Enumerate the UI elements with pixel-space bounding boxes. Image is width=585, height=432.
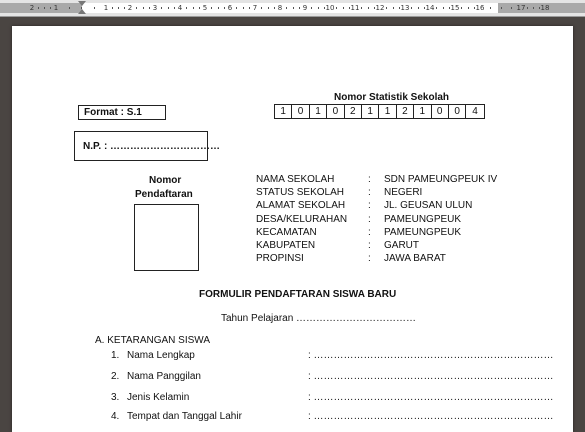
ruler-number: 15 xyxy=(450,4,460,12)
ruler-tick xyxy=(386,7,387,9)
ruler-tick xyxy=(268,7,269,9)
ruler-tick xyxy=(393,7,394,9)
ruler-number: 7 xyxy=(252,4,258,12)
ruler-tick xyxy=(411,7,412,9)
ruler-tick xyxy=(511,7,512,9)
form-title: FORMULIR PENDAFTARAN SISWA BARU xyxy=(199,289,397,300)
ruler-left-margin xyxy=(0,3,82,13)
form-field-label: Tempat dan Tanggal Lahir xyxy=(127,411,242,422)
nss-digit: 1 xyxy=(310,105,327,118)
form-field-number: 3. xyxy=(111,392,120,403)
form-field-fill[interactable]: : ……………………………………………………………… xyxy=(308,371,554,382)
ruler-tick xyxy=(193,7,194,9)
section-a-heading: A. KETARANGAN SISWA xyxy=(95,335,211,346)
ruler-tick xyxy=(218,7,219,9)
school-info-label: DESA/KELURAHAN xyxy=(256,213,348,225)
ruler-tick xyxy=(311,7,312,9)
ruler-number: 5 xyxy=(202,4,208,12)
ruler-tick xyxy=(336,7,337,9)
ruler-number: 1 xyxy=(103,4,109,12)
school-info-value: SDN PAMEUNGPEUK IV xyxy=(384,174,498,185)
ruler-tick xyxy=(211,7,212,9)
school-info-colon: : xyxy=(368,253,371,265)
format-label: Format : S.1 xyxy=(84,107,142,118)
school-info-colon: : xyxy=(368,213,371,225)
np-label: N.P. : …………………………… xyxy=(83,141,221,152)
nss-digit: 0 xyxy=(292,105,309,118)
ruler-number: 14 xyxy=(425,4,435,12)
nss-digit: 2 xyxy=(397,105,414,118)
ruler-tick xyxy=(490,7,491,9)
horizontal-ruler[interactable] xyxy=(0,0,585,17)
nss-digit-boxes xyxy=(274,104,485,119)
ruler-tick xyxy=(143,7,144,9)
ruler-number: 13 xyxy=(400,4,410,12)
school-info-label: NAMA SEKOLAH xyxy=(256,174,335,185)
nss-digit: 0 xyxy=(432,105,449,118)
form-field-number: 2. xyxy=(111,371,120,382)
ruler-number: 2 xyxy=(127,4,133,12)
school-info-value: JAWA BARAT xyxy=(384,253,446,265)
ruler-number: 17 xyxy=(516,4,526,12)
nss-digit: 1 xyxy=(379,105,396,118)
format-box xyxy=(78,105,166,120)
ruler-tick xyxy=(443,7,444,9)
ruler-tick xyxy=(118,7,119,9)
ruler-number: 8 xyxy=(277,4,283,12)
ruler-tick xyxy=(501,7,502,9)
nss-digit: 1 xyxy=(275,105,292,118)
ruler-number: 1 xyxy=(53,4,59,12)
ruler-tick xyxy=(38,7,39,9)
ruler-number: 11 xyxy=(350,4,360,12)
ruler-tick xyxy=(533,7,534,9)
indent-marker-icon[interactable] xyxy=(78,0,86,15)
school-info-label: PROPINSI xyxy=(256,253,304,265)
tahun-pelajaran: Tahun Pelajaran ……………………………… xyxy=(221,313,417,324)
form-field-number: 4. xyxy=(111,411,120,422)
school-info-colon: : xyxy=(368,240,371,251)
ruler-tick xyxy=(286,7,287,9)
ruler-tick xyxy=(136,7,137,9)
document-page[interactable] xyxy=(12,26,573,432)
school-info-label: STATUS SEKOLAH xyxy=(256,187,344,199)
nss-digit: 0 xyxy=(327,105,344,118)
ruler-number: 18 xyxy=(540,4,550,12)
nss-digit: 1 xyxy=(414,105,431,118)
ruler-number: 2 xyxy=(29,4,35,12)
school-info-value: NEGERI xyxy=(384,187,423,199)
school-info-value: GARUT xyxy=(384,240,419,251)
ruler-number: 4 xyxy=(177,4,183,12)
ruler-tick xyxy=(436,7,437,9)
ruler-tick xyxy=(461,7,462,9)
school-info-colon: : xyxy=(368,174,371,185)
form-field-label: Nama Lengkap xyxy=(127,350,195,361)
ruler-tick xyxy=(293,7,294,9)
school-info-value: PAMEUNGPEUK xyxy=(384,213,462,225)
ruler-tick xyxy=(418,7,419,9)
nss-digit: 1 xyxy=(362,105,379,118)
ruler-tick xyxy=(361,7,362,9)
school-info-colon: : xyxy=(368,200,371,212)
ruler-number: 10 xyxy=(325,4,335,12)
ruler-tick xyxy=(94,7,95,9)
nss-digit: 4 xyxy=(472,106,478,117)
nss-digit: 2 xyxy=(345,105,362,118)
ruler-number: 3 xyxy=(152,4,158,12)
form-field-number: 1. xyxy=(111,350,120,361)
nss-title: Nomor Statistik Sekolah xyxy=(334,92,450,103)
pendaftaran-label: Pendaftaran xyxy=(135,189,193,200)
ruler-tick xyxy=(168,7,169,9)
ruler-number: 12 xyxy=(375,4,385,12)
ruler-tick xyxy=(261,7,262,9)
ruler-number: 9 xyxy=(302,4,308,12)
form-field-label: Jenis Kelamin xyxy=(127,392,190,403)
ruler-tick xyxy=(44,7,45,9)
ruler-tick xyxy=(186,7,187,9)
form-field-fill[interactable]: : ……………………………………………………………… xyxy=(308,392,554,403)
np-box xyxy=(74,131,221,161)
ruler-number: 6 xyxy=(227,4,233,12)
nss-digit: 0 xyxy=(449,105,466,118)
form-field-fill[interactable]: : ……………………………………………………………… xyxy=(308,350,554,361)
school-info-value: JL. GEUSAN ULUN xyxy=(384,200,473,212)
school-info-colon: : xyxy=(368,187,371,199)
ruler-tick xyxy=(69,7,70,9)
school-info-value: PAMEUNGPEUK xyxy=(384,226,462,238)
school-info-label: KECAMATAN xyxy=(256,226,317,238)
form-field-fill[interactable]: : ……………………………………………………………… xyxy=(308,411,554,422)
ruler-tick xyxy=(468,7,469,9)
ruler-tick xyxy=(243,7,244,9)
photo-box xyxy=(134,204,199,271)
ruler-tick xyxy=(112,7,113,9)
ruler-tick xyxy=(161,7,162,9)
ruler-tick xyxy=(527,7,528,9)
school-info-label: KABUPATEN xyxy=(256,240,316,251)
ruler-tick xyxy=(343,7,344,9)
school-info-colon: : xyxy=(368,226,371,238)
ruler-tick xyxy=(236,7,237,9)
ruler-number: 16 xyxy=(475,4,485,12)
nomor-label: Nomor xyxy=(149,175,182,186)
school-info-label: ALAMAT SEKOLAH xyxy=(256,200,346,212)
ruler-tick xyxy=(368,7,369,9)
form-field-label: Nama Panggilan xyxy=(127,371,201,382)
ruler-tick xyxy=(318,7,319,9)
